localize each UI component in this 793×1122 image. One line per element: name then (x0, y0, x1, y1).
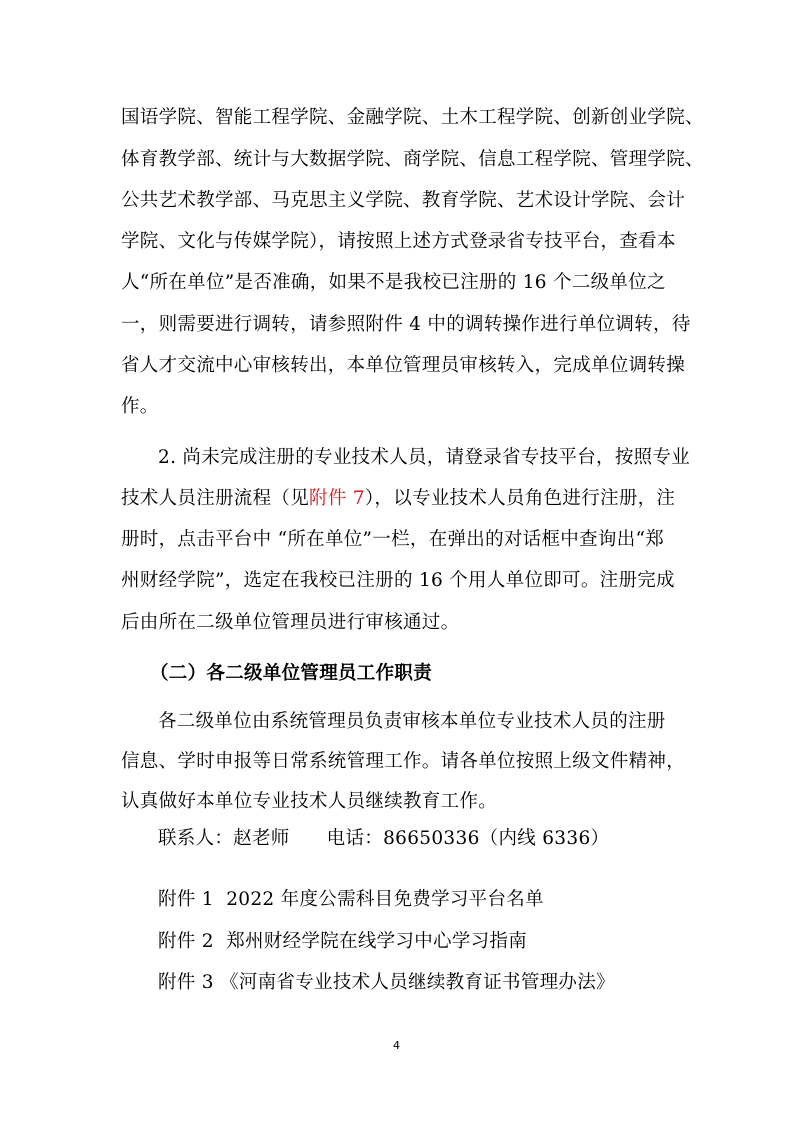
para1-line-5: 人“所在单位”是否准确，如果不是我校已注册的 16 个二级单位之 (121, 272, 666, 293)
page-number: 4 (393, 1039, 400, 1052)
attachment-item-3: 附件 3 《河南省专业技术人员继续教育证书管理办法》 (158, 972, 615, 993)
attachment-item-2: 附件 2 郑州财经学院在线学习中心学习指南 (158, 931, 528, 952)
para2-line-1: 2. 尚未完成注册的专业技术人员，请登录省专技平台，按照专业 (158, 447, 691, 468)
para1-line-7: 省人才交流中心审核转出，本单位管理员审核转入，完成单位调转操 (121, 355, 686, 376)
para2-line-2 (121, 487, 675, 511)
para2-line-4: 州财经学院”，选定在我校已注册的 16 个用人单位即可。注册完成 (121, 570, 675, 591)
para1-line-6: 一，则需要进行调转，请参照附件 4 中的调转操作进行单位调转，待 (121, 314, 691, 335)
para3-line-2: 信息、学时申报等日常系统管理工作。请各单位按照上级文件精神， (121, 751, 686, 772)
para1-line-1: 国语学院、智能工程学院、金融学院、土木工程学院、创新创业学院、 (121, 107, 704, 128)
para2-line-3: 册时，点击平台中 “所在单位”一栏，在弹出的对话框中查询出“郑 (121, 529, 665, 550)
para2-line-2-start: 技术人员注册流程（见 (121, 488, 310, 509)
attachment-item-1: 附件 1 2022 年度公需科目免费学习平台名单 (158, 889, 544, 910)
para1-line-8: 作。 (121, 396, 159, 417)
para3-line-1: 各二级单位由系统管理员负责审核本单位专业技术人员的注册 (158, 711, 666, 732)
para3-line-3: 认真做好本单位专业技术人员继续教育工作。 (121, 791, 498, 812)
para1-line-2: 体育教学部、统计与大数据学院、商学院、信息工程学院、管理学院、 (121, 149, 704, 170)
contact-line: 联系人：赵老师 电话：86650336（内线 6336） (158, 828, 610, 849)
para2-line-5: 后由所在二级单位管理员进行审核通过。 (121, 612, 460, 633)
para1-line-4: 学院、文化与传媒学院），请按照上述方式登录省专技平台，查看本 (121, 231, 676, 252)
attachment-7-link[interactable]: 附件 7 (309, 488, 365, 509)
section-heading: （二）各二级单位管理员工作职责 (150, 663, 433, 684)
para1-line-3: 公共艺术教学部、马克思主义学院、教育学院、艺术设计学院、会计 (121, 190, 686, 211)
para2-line-2-end: ），以专业技术人员角色进行注册，注 (364, 488, 676, 509)
